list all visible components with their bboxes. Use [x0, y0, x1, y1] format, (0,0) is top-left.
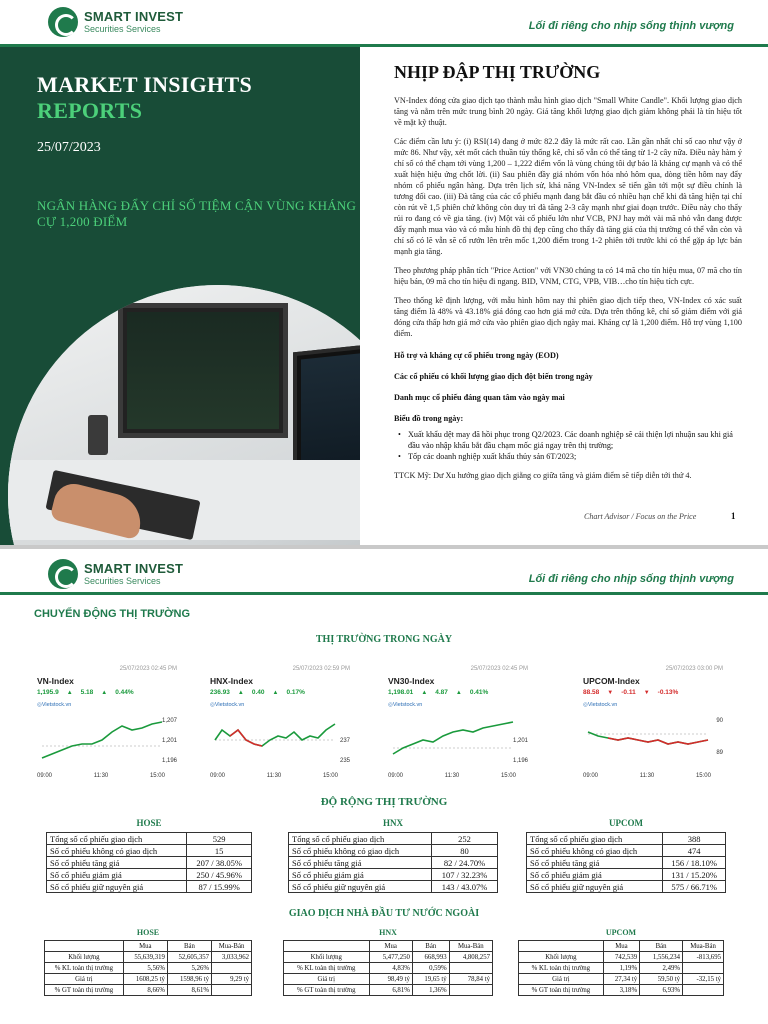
index-series-line [215, 724, 335, 746]
section-title-foreign-trading: GIAO DỊCH NHÀ ĐẦU TƯ NƯỚC NGOÀI [288, 908, 480, 919]
x-tick-label: 11:30 [93, 773, 109, 779]
cover-title-line2: REPORTS [37, 98, 143, 123]
row-value: 207 / 38.05% [187, 857, 252, 869]
cell-value: 98,49 tỷ [369, 974, 412, 985]
cell-value [212, 985, 252, 996]
column-header [519, 941, 604, 952]
cell-value: 1,36% [412, 985, 449, 996]
table-row [519, 974, 724, 985]
table-row [47, 857, 252, 869]
row-label: Số cổ phiếu tăng giá [289, 857, 432, 869]
chart-source: ◎Vietstock.vn [210, 702, 245, 708]
breadth-table-label-upcom: UPCOM [609, 818, 643, 828]
row-label: Tổng số cổ phiếu giao dịch [289, 833, 432, 845]
article-link-heading[interactable]: Danh mục cổ phiếu đáng quan tâm vào ngày mai [394, 393, 565, 402]
y-tick-label: 89 [716, 750, 723, 756]
logo-mark-icon [48, 559, 78, 589]
row-value: 107 / 32.23% [432, 869, 498, 881]
chart-timestamp: 25/07/2023 02:45 PM [470, 666, 528, 672]
cell-value: 78,84 tỷ [449, 974, 492, 985]
row-value: 529 [187, 833, 252, 845]
cell-value: 19,65 tỷ [412, 974, 449, 985]
y-tick-label: 1,196 [161, 758, 177, 764]
row-label: Số cổ phiếu giữ nguyên giá [47, 881, 187, 893]
subsection-title-intraday: THỊ TRƯỜNG TRONG NGÀY [315, 634, 453, 645]
intraday-line-chart [210, 710, 340, 772]
article-title: NHỊP ĐẬP THỊ TRƯỜNG [394, 62, 601, 82]
intraday-chart [583, 666, 723, 784]
cell-value: 59,50 tỷ [640, 974, 683, 985]
table-row [284, 963, 493, 974]
up-arrow-icon: ▲ [237, 690, 244, 696]
row-label: % KL toàn thị trường [45, 963, 124, 974]
cell-value: 8,61% [167, 985, 211, 996]
table-row [47, 869, 252, 881]
chart-index-name: HNX-Index [210, 676, 253, 686]
y-tick-label: 1,201 [161, 738, 177, 744]
row-label: Giá trị [284, 974, 370, 985]
cell-value: 1598,96 tỷ [167, 974, 211, 985]
section-title-market-breadth: ĐỘ RỘNG THỊ TRƯỜNG [320, 796, 448, 808]
cell-value [449, 985, 492, 996]
index-change: 4.87 [435, 689, 448, 696]
row-label: Số cổ phiếu giảm giá [47, 869, 187, 881]
row-label: % KL toàn thị trường [284, 963, 370, 974]
column-header: Bán [640, 941, 683, 952]
cell-value: 1608,25 tỷ [123, 974, 167, 985]
table-row [527, 857, 726, 869]
index-value: 1,198.01 [388, 689, 414, 696]
chart-timestamp: 25/07/2023 03:00 PM [665, 666, 723, 672]
table-row [289, 833, 498, 845]
article-bullets [394, 429, 742, 462]
foreign-table-label-hose: HOSE [136, 928, 160, 937]
cell-value: 5,56% [123, 963, 167, 974]
cell-value [212, 963, 252, 974]
up-arrow-icon: ▲ [455, 690, 462, 696]
table-row [284, 985, 493, 996]
index-change-pct: 0.44% [115, 689, 134, 696]
row-label: Số cổ phiếu tăng giá [527, 857, 663, 869]
x-tick-label: 15:00 [695, 773, 711, 779]
index-change-pct: -0.13% [657, 689, 679, 696]
chart-timestamp: 25/07/2023 02:45 PM [119, 666, 177, 672]
y-tick-label: 1,207 [161, 718, 177, 724]
row-value: 15 [187, 845, 252, 857]
x-tick-label: 09:00 [37, 773, 53, 779]
row-label: Số cổ phiếu tăng giá [47, 857, 187, 869]
column-header [284, 941, 370, 952]
column-header: Bán [412, 941, 449, 952]
foreign-table-label-hnx: HNX [379, 928, 397, 937]
index-series-below-ref [608, 738, 708, 744]
y-tick-label: 1,201 [512, 738, 528, 744]
index-series-line [393, 722, 513, 754]
intraday-line-chart [388, 710, 518, 772]
down-arrow-icon: ▼ [607, 690, 614, 696]
cell-value [683, 985, 724, 996]
row-value: 80 [432, 845, 498, 857]
cell-value: 0,59% [412, 963, 449, 974]
cell-value [449, 963, 492, 974]
breadth-table-label-hose: HOSE [136, 818, 162, 828]
intraday-chart [210, 666, 350, 784]
breadth-table-hose [46, 832, 252, 893]
cell-value: 742,539 [603, 952, 639, 963]
column-header: Mua-Bán [212, 941, 252, 952]
slogan: Lối đi riêng cho nhịp sống thịnh vượng [528, 20, 734, 32]
row-label: Khối lượng [45, 952, 124, 963]
column-header: Mua-Bán [449, 941, 492, 952]
intraday-line-chart [37, 710, 167, 772]
cell-value: 9,29 tỷ [212, 974, 252, 985]
row-label: Số cổ phiếu không có giao dịch [47, 845, 187, 857]
x-tick-label: 11:30 [444, 773, 460, 779]
cell-value: 27,34 tỷ [603, 974, 639, 985]
y-tick-label: 90 [716, 718, 723, 724]
x-axis-ticks [583, 773, 711, 779]
cell-value: 8,66% [123, 985, 167, 996]
article-paragraph: Theo phương pháp phân tích "Price Action" với VN30 chúng ta có 14 mã cho tín hiệu mua, 07 mã cho tín hiệu bán, 09 mã cho tín hiệu đi ngang. BID, VNM, CTG, VPB, VIB…cho tín hiệu tích cực. [394, 266, 742, 286]
cover-date: 25/07/2023 [37, 140, 101, 155]
foreign-table-label-upcom: UPCOM [605, 928, 637, 937]
cover-panel [0, 47, 360, 545]
cell-value: 5,26% [167, 963, 211, 974]
row-value: 143 / 43.07% [432, 881, 498, 893]
down-arrow-icon: ▼ [643, 690, 650, 696]
chart-index-name: UPCOM-Index [583, 676, 640, 686]
row-label: % GT toàn thị trường [284, 985, 370, 996]
x-tick-label: 11:30 [266, 773, 282, 779]
header-divider [0, 592, 768, 595]
brand-name: SMART INVEST [84, 561, 184, 576]
row-label: Số cổ phiếu giữ nguyên giá [527, 881, 663, 893]
x-axis-ticks [37, 773, 165, 779]
brand-subtitle: Securities Services [84, 576, 161, 586]
row-value: 250 / 45.96% [187, 869, 252, 881]
intraday-chart [37, 666, 177, 784]
index-value: 88.58 [583, 689, 600, 696]
index-change: -0.11 [621, 689, 636, 696]
cell-value: 6,81% [369, 985, 412, 996]
chart-values [583, 689, 686, 696]
cover-headline: NGÂN HÀNG ĐẨY CHỈ SỐ TIỆM CẬN VÙNG KHÁNG CỰ 1,200 ĐIỂM [37, 198, 357, 229]
index-value: 1,195.9 [37, 689, 59, 696]
x-tick-label: 09:00 [210, 773, 226, 779]
page-header [0, 555, 768, 595]
article-link-heading[interactable]: Hỗ trợ và kháng cự cổ phiếu trong ngày (EOD) [394, 351, 559, 360]
row-value: 252 [432, 833, 498, 845]
table-row [47, 833, 252, 845]
row-label: Số cổ phiếu không có giao dịch [289, 845, 432, 857]
row-label: Giá trị [519, 974, 604, 985]
x-tick-label: 09:00 [583, 773, 599, 779]
index-series-below-ref [230, 730, 262, 746]
up-arrow-icon: ▲ [66, 690, 73, 696]
table-row [527, 845, 726, 857]
report-page-2 [0, 545, 768, 1024]
table-row [47, 845, 252, 857]
column-header: Mua [123, 941, 167, 952]
column-header: Mua-Bán [683, 941, 724, 952]
y-tick-label: 235 [339, 758, 350, 764]
index-change-pct: 0.17% [286, 689, 305, 696]
table-row [284, 952, 493, 963]
table-row [527, 881, 726, 893]
cell-value: 1,556,234 [640, 952, 683, 963]
table-row [527, 869, 726, 881]
row-label: Khối lượng [519, 952, 604, 963]
row-label: Số cổ phiếu giữ nguyên giá [289, 881, 432, 893]
brand-subtitle: Securities Services [84, 24, 161, 34]
table-row [519, 985, 724, 996]
foreign-table-upcom [518, 940, 724, 996]
list-item: • Tốp các doanh nghiệp xuất khẩu thủy sản 6T/2023; [394, 451, 742, 462]
page-footer: Chart Advisor / Focus on the Price [584, 512, 697, 521]
chart-index-name: VN30-Index [388, 676, 435, 686]
table-row [47, 881, 252, 893]
table-row [289, 845, 498, 857]
page-header [0, 0, 768, 44]
table-header-row [284, 941, 493, 952]
row-value: 575 / 66.71% [663, 881, 726, 893]
column-header [45, 941, 124, 952]
breadth-table-hnx [288, 832, 498, 893]
article-paragraph: TTCK Mỹ: Dư Xu hướng giao dịch giằng co giữa tăng và giảm điểm sẽ tiếp diễn tới thứ 4. [394, 471, 692, 480]
table-row [519, 963, 724, 974]
section-title-market-movement: CHUYỂN ĐỘNG THỊ TRƯỜNG [34, 608, 191, 620]
foreign-table-hnx [283, 940, 493, 996]
table-row [519, 952, 724, 963]
list-item: • Xuất khẩu dệt may đã hồi phục trong Q2/2023. Các doanh nghiệp sẽ cải thiện lợi nhuận sau khi giá đầu vào nhập khẩu bắt đầu chạm mốc giá ngay trên thị trường; [394, 429, 742, 451]
x-axis-ticks [210, 773, 338, 779]
article-paragraph: Theo thống kê định lượng, với mẫu hình hôm nay thì phiên giao dịch tiếp theo, VN-Index có xác suất tăng điểm là 48% và 43.18% giá đóng cao hơn giá mở cửa. Dựa trên thống kê, chỉ số giảm điểm với giá đóng cửa thấp hơn giá mở cửa vào phiên giao dịch ngày mai. Kháng cự là 1,200 điểm. Hỗ trợ vùng 1,100 điểm. [394, 296, 742, 338]
row-label: % GT toàn thị trường [519, 985, 604, 996]
article-link-heading[interactable]: Các cổ phiếu có khối lượng giao dịch đột biến trong ngày [394, 372, 593, 381]
table-row [284, 974, 493, 985]
cell-value: 3,033,962 [212, 952, 252, 963]
table-row [45, 974, 252, 985]
article-column [394, 62, 742, 481]
article-subheading: Biểu đồ trong ngày: [394, 414, 464, 423]
brand-name: SMART INVEST [84, 9, 184, 24]
table-header-row [519, 941, 724, 952]
cell-value: 55,639,319 [123, 952, 167, 963]
chart-values [37, 689, 142, 696]
row-value: 388 [663, 833, 726, 845]
monitor-image [118, 303, 288, 438]
brand-logo [48, 559, 183, 589]
chart-values [388, 689, 496, 696]
cell-value: 52,605,357 [167, 952, 211, 963]
up-arrow-icon: ▲ [421, 690, 428, 696]
table-row [45, 952, 252, 963]
cell-value: -813,695 [683, 952, 724, 963]
x-tick-label: 11:30 [639, 773, 655, 779]
x-tick-label: 15:00 [500, 773, 516, 779]
row-value: 87 / 15.99% [187, 881, 252, 893]
x-tick-label: 09:00 [388, 773, 404, 779]
cell-value: -32,15 tỷ [683, 974, 724, 985]
page-number: 1 [731, 511, 736, 521]
row-value: 156 / 18.10% [663, 857, 726, 869]
cover-photo [8, 285, 360, 545]
cell-value: 4,808,257 [449, 952, 492, 963]
y-tick-label: 1,196 [512, 758, 528, 764]
cell-value: 3,18% [603, 985, 639, 996]
table-header-row [45, 941, 252, 952]
row-label: Giá trị [45, 974, 124, 985]
row-label: Tổng số cổ phiếu giao dịch [527, 833, 663, 845]
foreign-table-hose [44, 940, 252, 996]
cell-value: 668,993 [412, 952, 449, 963]
slogan: Lối đi riêng cho nhịp sống thịnh vượng [528, 573, 734, 585]
chart-timestamp: 25/07/2023 02:59 PM [292, 666, 350, 672]
table-row [527, 833, 726, 845]
column-header: Mua [603, 941, 639, 952]
row-value: 82 / 24.70% [432, 857, 498, 869]
index-value: 236.93 [210, 689, 230, 696]
chart-index-name: VN-Index [37, 676, 74, 686]
index-change: 0.40 [251, 689, 265, 696]
cell-value [683, 963, 724, 974]
cell-value: 6,93% [640, 985, 683, 996]
x-tick-label: 15:00 [149, 773, 165, 779]
table-row [289, 857, 498, 869]
cover-title-line1: MARKET INSIGHTS [37, 72, 252, 97]
row-label: % KL toàn thị trường [519, 963, 604, 974]
chart-values [210, 689, 313, 696]
up-arrow-icon: ▲ [101, 690, 108, 696]
cell-value: 4,83% [369, 963, 412, 974]
logo-mark-icon [48, 7, 78, 37]
row-label: Số cổ phiếu giảm giá [289, 869, 432, 881]
row-label: Số cổ phiếu không có giao dịch [527, 845, 663, 857]
row-label: Tổng số cổ phiếu giao dịch [47, 833, 187, 845]
index-series-line [42, 722, 162, 758]
article-paragraph: Các điểm cần lưu ý: (i) RSI(14) đang ở mức 82.2 đây là mức rất cao. Lần gần nhất chỉ số cao như vậy ở mức 86. Như vậy, xét mốt cách thuần túy thống kê, chỉ số vẫn có thể tăng từ 1-2 cây nữa. Điều này hàm ý chỉ số có thể chạm tới vùng 1,200 – 1,222 điểm vốn là vùng chúng tôi dự báo là kháng cự mạnh và có thể xuất hiện hiệu ứng chốt lời. (ii) Sau phiên đầy giá nhóm vốn hóa nhỏ hôm qua, dòng tiền hôm nay đẩy nhóm cổ phiếu ngân hàng. Dựa trên lịch sử, khả năng VN-Index sẽ tiến gần tới một sự điều chỉnh là tương đối cao. (iii) Đà tăng của các cổ phiếu mạnh đang bắt đầu có nhiều hạn chế khi đà tăng hiện tại chỉ còn rút về 1,5 phiên chứ không còn duy trì đà tăng 2-3 cây mạnh như giai đoạn trước. Điều này cho thấy rủi ro đang có về gia tăng. (iv) Một vài cổ phiếu lớn như VCB, PNJ hay mới vài mã nhỏ vẫn đang được đẩy mạnh mua vào và có mẫu hình đồ thị đẹp cũng cho thấy đà tăng giá của thị trường có thể vẫn còn và chỉ số có lẽ vẫn sẽ cố rướn lên trên mốc 1,200 điểm trong 1-2 phiên tới trước khi có thể gặp áp lực bán mạnh gia tăng. [394, 137, 742, 256]
article-paragraph: VN-Index đóng cửa giao dịch tạo thành mẫu hình giao dịch "Small White Candle". Khối lượng giao dịch tăng và nằm trên mức trung bình 20 ngày. Giá tăng khối lượng giao dịch giảm không phải là tín hiệu tốt về mặt kỹ thuật. [394, 96, 742, 127]
x-axis-ticks [388, 773, 516, 779]
table-row [45, 985, 252, 996]
breadth-table-upcom [526, 832, 726, 893]
table-row [289, 869, 498, 881]
y-tick-label: 237 [339, 738, 350, 744]
column-header: Bán [167, 941, 211, 952]
row-label: Số cổ phiếu giảm giá [527, 869, 663, 881]
intraday-line-chart [583, 710, 713, 772]
row-value: 131 / 15.20% [663, 869, 726, 881]
index-change-pct: 0.41% [469, 689, 489, 696]
cell-value: 1,19% [603, 963, 639, 974]
row-label: Khối lượng [284, 952, 370, 963]
cell-value: 5,477,250 [369, 952, 412, 963]
brand-logo [48, 7, 183, 37]
intraday-chart [388, 666, 528, 784]
column-header: Mua [369, 941, 412, 952]
table-row [45, 963, 252, 974]
cell-value: 2,49% [640, 963, 683, 974]
chart-source: ◎Vietstock.vn [37, 702, 72, 708]
chart-source: ◎Vietstock.vn [583, 702, 618, 708]
index-change: 5.18 [80, 689, 94, 696]
table-row [289, 881, 498, 893]
chart-source: ◎Vietstock.vn [388, 702, 423, 708]
up-arrow-icon: ▲ [272, 690, 279, 696]
x-tick-label: 15:00 [322, 773, 338, 779]
row-label: % GT toàn thị trường [45, 985, 124, 996]
row-value: 474 [663, 845, 726, 857]
breadth-table-label-hnx: HNX [383, 818, 403, 828]
